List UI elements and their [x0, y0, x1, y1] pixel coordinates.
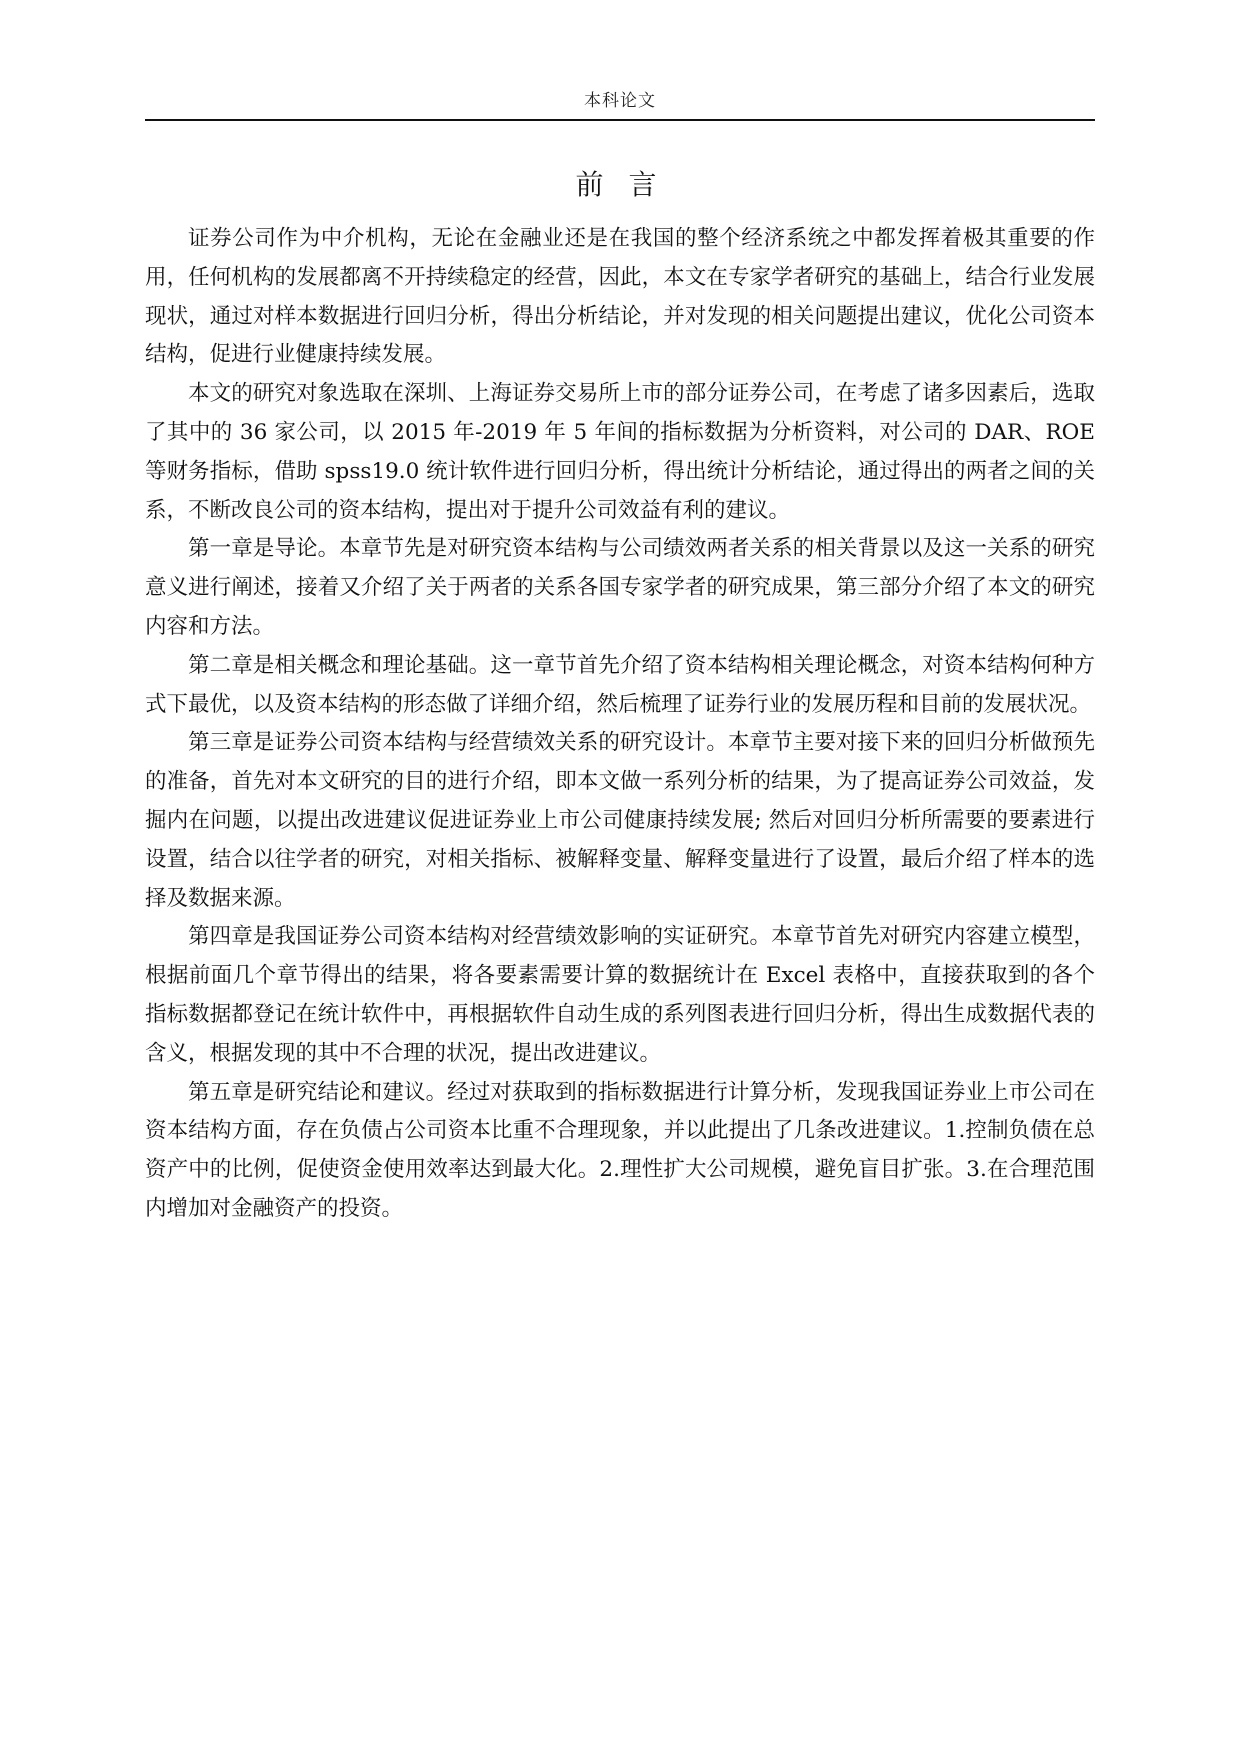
body-text — [145, 220, 1095, 1229]
paragraph-intro: 证券公司作为中介机构，无论在金融业还是在我国的整个经济系统之中都发挥着极其重要的作用，任何机构的发展都离不开持续稳定的经营，因此，本文在专家学者研究的基础上，结合行业发展现状，通过对样本数据进行回归分析，得出分析结论，并对发现的相关问题提出建议，优化公司资本结构，促进行业健康持续发展。 — [145, 226, 1095, 368]
running-header: 本科论文 — [584, 91, 656, 111]
paragraph-chapter-2: 第二章是相关概念和理论基础。这一章节首先介绍了资本结构相关理论概念，对资本结构何种方式下最优，以及资本结构的形态做了详细介绍，然后梳理了证券行业的发展历程和目前的发展状况。 — [145, 652, 1095, 717]
header-divider — [145, 119, 1095, 121]
paragraph-chapter-1: 第一章是导论。本章节先是对研究资本结构与公司绩效两者关系的相关背景以及这一关系的研究意义进行阐述，接着又介绍了关于两者的关系各国专家学者的研究成果，第三部分介绍了本文的研究内容和方法。 — [145, 536, 1095, 639]
paragraph-chapter-3: 第三章是证券公司资本结构与经营绩效关系的研究设计。本章节主要对接下来的回归分析做预先的准备，首先对本文研究的目的进行介绍，即本文做一系列分析的结果，为了提高证券公司效益，发掘内在问题，以提出改进建议促进证券业上市公司健康持续发展; 然后对回归分析所需要的要素进行设置，结合以往学者的研究，对相关指标、被解释变量、解释变量进行了设置，最后介绍了样本的选择及数据来源。 — [145, 730, 1095, 911]
paragraph-research-object: 本文的研究对象选取在深圳、上海证券交易所上市的部分证券公司，在考虑了诸多因素后，选取了其中的 36 家公司，以 2015 年-2019 年 5 年间的指标数据为分析资料，对公司的 DAR、ROE 等财务指标，借助 spss19.0 统计软件进行回归分析，得出统计分析结论，通过得出的两者之间的关系，不断改良公司的资本结构，提出对于提升公司效益有利的建议。 — [145, 381, 1095, 523]
page-title: 前 言 — [575, 168, 665, 201]
paragraph-chapter-5: 第五章是研究结论和建议。经过对获取到的指标数据进行计算分析，发现我国证券业上市公司在资本结构方面，存在负债占公司资本比重不合理现象，并以此提出了几条改进建议。1.控制负债在总资产中的比例，促使资金使用效率达到最大化。2.理性扩大公司规模，避免盲目扩张。3.在合理范围内增加对金融资产的投资。 — [145, 1079, 1095, 1221]
paragraph-chapter-4: 第四章是我国证券公司资本结构对经营绩效影响的实证研究。本章节首先对研究内容建立模型，根据前面几个章节得出的结果，将各要素需要计算的数据统计在 Excel 表格中，直接获取到的各个指标数据都登记在统计软件中，再根据软件自动生成的系列图表进行回归分析，得出生成数据代表的含义，根据发现的其中不合理的状况，提出改进建议。 — [145, 924, 1095, 1066]
